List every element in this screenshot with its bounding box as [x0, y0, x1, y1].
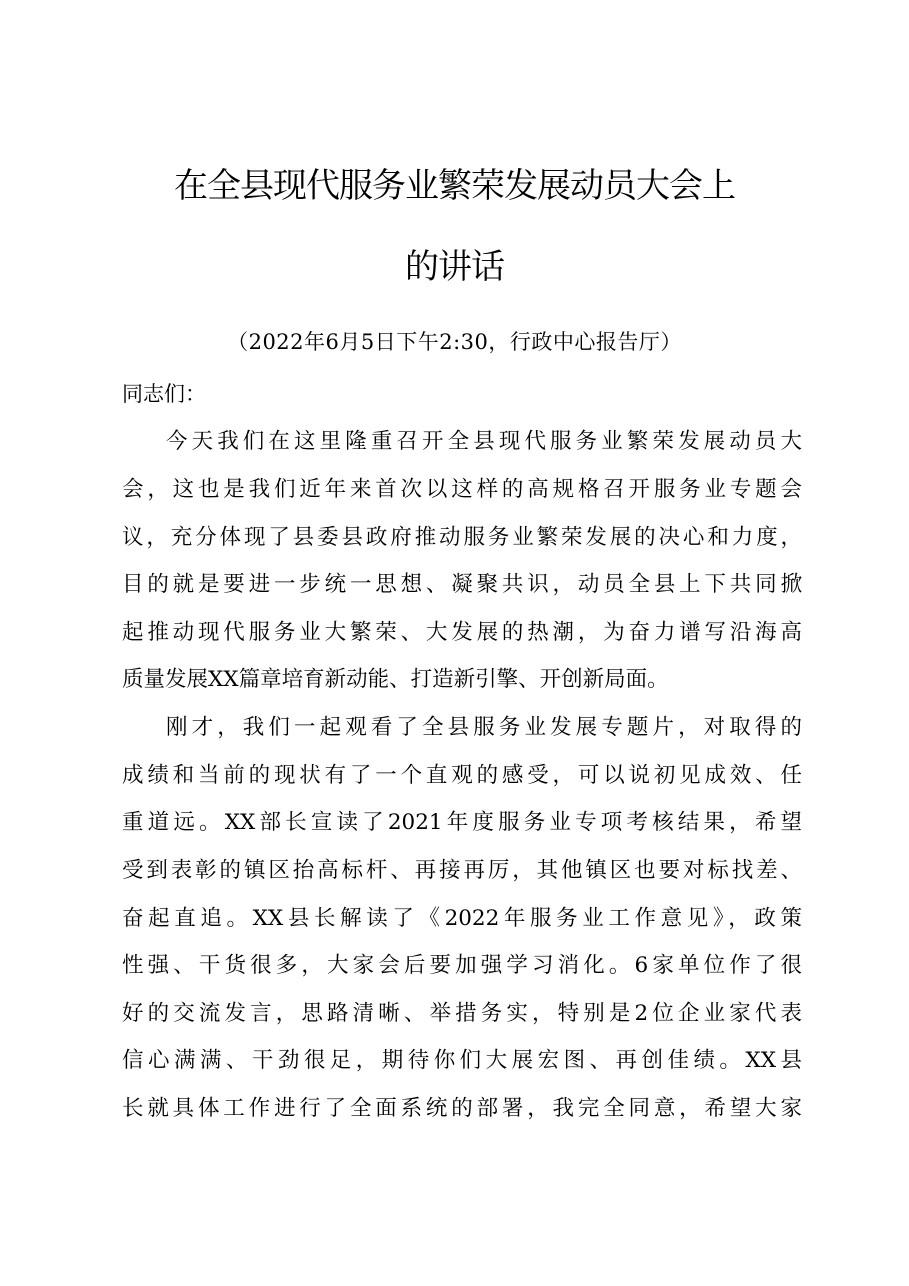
- paragraph-line: 信心满满、干劲很足，期待你们大展宏图、再创佳绩。XX县: [122, 1048, 802, 1073]
- paragraph-line: 性强、干货很多，大家会后要加强学习消化。6家单位作了很: [122, 953, 802, 978]
- paragraph-line: 受到表彰的镇区抬高标杆、再接再厉，其他镇区也要对标找差、: [122, 858, 802, 883]
- salutation: 同志们：: [122, 382, 206, 406]
- document-title-line-2: 的讲话: [405, 247, 504, 287]
- paragraph-line: 起推动现代服务业大繁荣、大发展的热潮，为奋力谱写沿海高: [122, 620, 802, 645]
- paragraph-line: 今天我们在这里隆重召开全县现代服务业繁荣发展动员大: [166, 429, 802, 454]
- document-subtitle: （2022年6月5日下午2:30，行政中心报告厅）: [227, 330, 682, 354]
- paragraph-line: 奋起直追。XX县长解读了《2022年服务业工作意见》，政策: [122, 906, 802, 931]
- paragraph-line: 刚才，我们一起观看了全县服务业发展专题片，对取得的: [166, 715, 802, 740]
- paragraph-line: 议，充分体现了县委县政府推动服务业繁荣发展的决心和力度，: [122, 525, 802, 550]
- paragraph-line: 会，这也是我们近年来首次以这样的高规格召开服务业专题会: [122, 477, 802, 502]
- paragraph-line: 质量发展XX篇章培育新动能、打造新引擎、开创新局面。: [122, 667, 669, 692]
- paragraph-line: 成绩和当前的现状有了一个直观的感受，可以说初见成效、任: [122, 763, 802, 788]
- paragraph-line: 目的就是要进一步统一思想、凝聚共识，动员全县上下共同掀: [122, 572, 802, 597]
- paragraph-line: 好的交流发言，思路清晰、举措务实，特别是2位企业家代表: [122, 1001, 802, 1026]
- document-title-line-1: 在全县现代服务业繁荣发展动员大会上: [174, 166, 735, 206]
- paragraph-line: 重道远。XX部长宣读了2021年度服务业专项考核结果，希望: [122, 810, 802, 835]
- paragraph-line: 长就具体工作进行了全面系统的部署，我完全同意，希望大家: [122, 1096, 802, 1121]
